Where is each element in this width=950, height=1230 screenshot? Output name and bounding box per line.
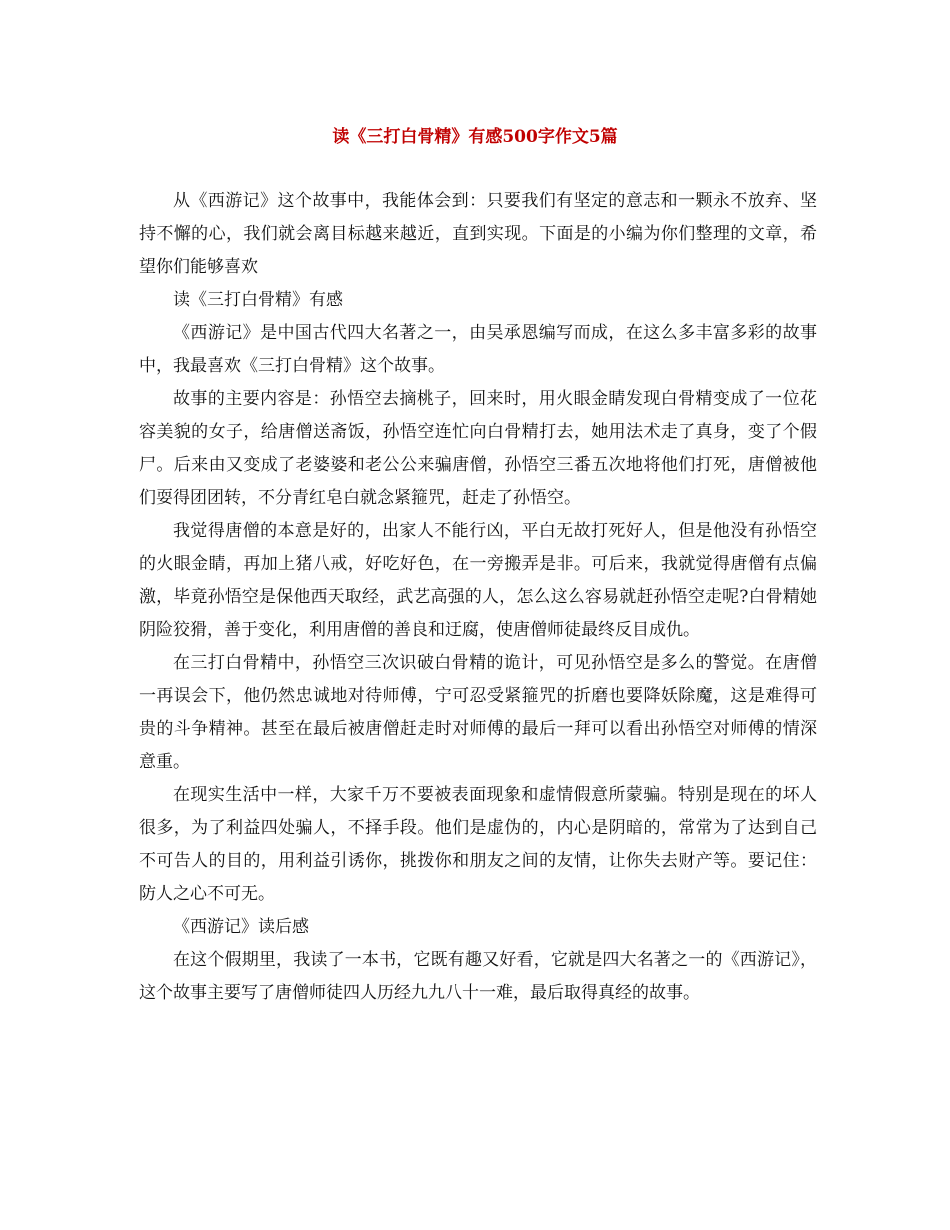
paragraph: 在现实生活中一样，大家千万不要被表面现象和虚情假意所蒙骗。特别是现在的坏人很多，为了利益四处骗人，不择手段。他们是虚伪的，内心是阴暗的，常常为了达到自己不可告人的目的，用利益引诱你，挑拨你和朋友之间的友情，让你失去财产等。要记住：防人之心不可无。: [139, 785, 817, 904]
section-heading: 《西游记》读后感: [173, 917, 309, 937]
document-title: 读《三打白骨精》有感500字作文5篇: [332, 127, 618, 147]
paragraph: 故事的主要内容是：孙悟空去摘桃子，回来时，用火眼金睛发现白骨精变成了一位花容美貌的女子，给唐僧送斋饭，孙悟空连忙向白骨精打去，她用法术走了真身，变了个假尸。后来由又变成了老婆婆和老公公来骗唐僧，孙悟空三番五次地将他们打死，唐僧被他们耍得团团转，不分青红皂白就念紧箍咒，赶走了孙悟空。: [139, 389, 817, 508]
document-body: [139, 185, 817, 1010]
paragraph-intro: 从《西游记》这个故事中，我能体会到：只要我们有坚定的意志和一颗永不放弃、坚持不懈的心，我们就会离目标越来越近，直到实现。下面是的小编为你们整理的文章，希望你们能够喜欢: [139, 191, 817, 277]
paragraph: 《西游记》是中国古代四大名著之一，由吴承恩编写而成，在这么多丰富多彩的故事中，我最喜欢《三打白骨精》这个故事。: [139, 323, 817, 376]
paragraph: 我觉得唐僧的本意是好的，出家人不能行凶，平白无故打死好人，但是他没有孙悟空的火眼金睛，再加上猪八戒，好吃好色，在一旁搬弄是非。可后来，我就觉得唐僧有点偏激，毕竟孙悟空是保他西天取经，武艺高强的人，怎么这么容易就赶孙悟空走呢?白骨精她阴险狡猾，善于变化，利用唐僧的善良和迂腐，使唐僧师徒最终反目成仇。: [139, 521, 817, 640]
paragraph: 在这个假期里，我读了一本书，它既有趣又好看，它就是四大名著之一的《西游记》，这个故事主要写了唐僧师徒四人历经九九八十一难，最后取得真经的故事。: [139, 950, 817, 1003]
section-heading: 读《三打白骨精》有感: [173, 290, 343, 310]
paragraph: 在三打白骨精中，孙悟空三次识破白骨精的诡计，可见孙悟空是多么的警觉。在唐僧一再误会下，他仍然忠诚地对待师傅，宁可忍受紧箍咒的折磨也要降妖除魔，这是难得可贵的斗争精神。甚至在最后被唐僧赶走时对师傅的最后一拜可以看出孙悟空对师傅的情深意重。: [139, 653, 817, 772]
